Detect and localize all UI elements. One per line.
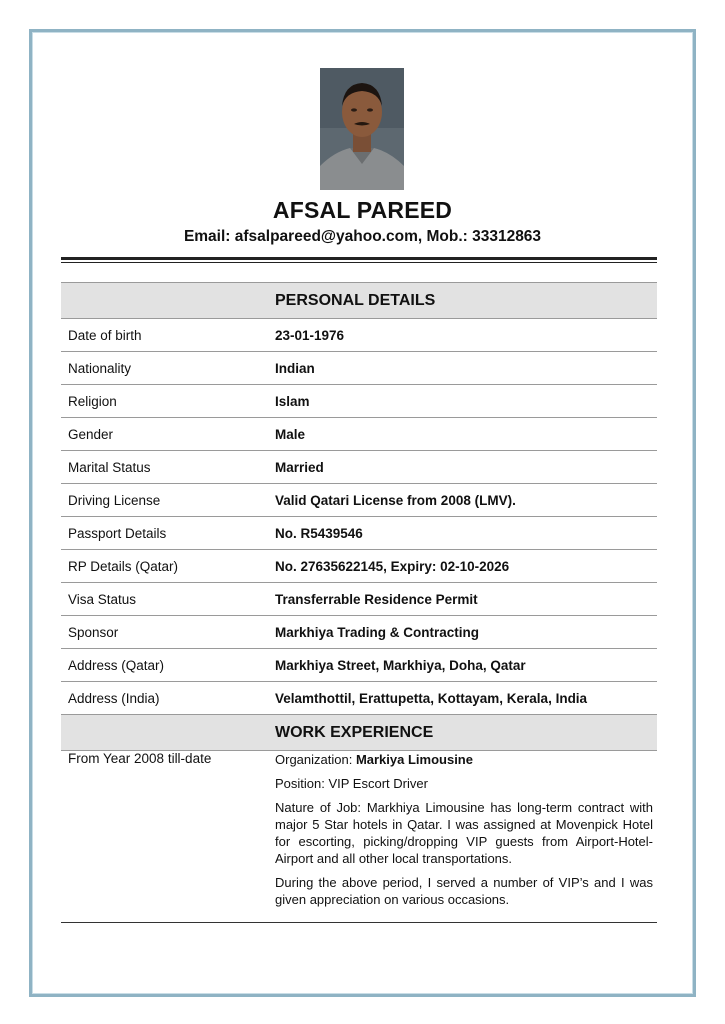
detail-value: Islam	[268, 385, 657, 418]
personal-detail-row	[61, 616, 657, 649]
organization-name: Markiya Limousine	[355, 752, 473, 767]
work-note: During the above period, I served a number of VIP’s and I was given appreciation on various occasions.	[275, 875, 653, 907]
detail-label: Date of birth	[61, 319, 268, 352]
profile-photo-image	[320, 68, 404, 190]
detail-value: Indian	[268, 352, 657, 385]
detail-value: Married	[268, 451, 657, 484]
detail-label: Address (Qatar)	[61, 649, 268, 682]
personal-detail-row	[61, 418, 657, 451]
profile-photo	[320, 68, 404, 190]
personal-detail-row	[61, 385, 657, 418]
personal-details-header	[61, 283, 657, 319]
section-title: WORK EXPERIENCE	[268, 715, 657, 751]
detail-value: Markhiya Trading & Contracting	[268, 616, 657, 649]
personal-detail-row	[61, 682, 657, 715]
detail-value: 23-01-1976	[268, 319, 657, 352]
detail-label: Religion	[61, 385, 268, 418]
detail-value: No. 27635622145, Expiry: 02-10-2026	[268, 550, 657, 583]
personal-detail-row	[61, 484, 657, 517]
work-entry	[61, 751, 657, 923]
detail-label: Address (India)	[61, 682, 268, 715]
work-experience-header	[61, 715, 657, 751]
detail-value: Velamthottil, Erattupetta, Kottayam, Kerala, India	[268, 682, 657, 715]
detail-label: Marital Status	[61, 451, 268, 484]
personal-detail-row	[61, 583, 657, 616]
cv-table	[61, 282, 657, 923]
section-title: PERSONAL DETAILS	[268, 283, 657, 319]
detail-label: Passport Details	[61, 517, 268, 550]
detail-label: RP Details (Qatar)	[61, 550, 268, 583]
work-position: Position: VIP Escort Driver	[275, 776, 428, 791]
detail-value: Transferrable Residence Permit	[268, 583, 657, 616]
detail-value: Markhiya Street, Markhiya, Doha, Qatar	[268, 649, 657, 682]
candidate-name: AFSAL PAREED	[272, 197, 453, 223]
contact-line: Email: afsalpareed@yahoo.com, Mob.: 33312863	[183, 228, 542, 245]
detail-value: Valid Qatari License from 2008 (LMV).	[268, 484, 657, 517]
personal-detail-row	[61, 352, 657, 385]
personal-detail-row	[61, 517, 657, 550]
personal-detail-row	[61, 550, 657, 583]
personal-detail-row	[61, 319, 657, 352]
detail-label: Nationality	[61, 352, 268, 385]
detail-label: Sponsor	[61, 616, 268, 649]
personal-detail-row	[61, 649, 657, 682]
detail-label: Visa Status	[61, 583, 268, 616]
work-organization: Organization: Markiya Limousine	[275, 752, 473, 767]
detail-label: Driving License	[61, 484, 268, 517]
header-divider-thin	[61, 262, 657, 263]
personal-detail-row	[61, 451, 657, 484]
header-divider	[61, 257, 657, 260]
detail-label: Gender	[61, 418, 268, 451]
work-period: From Year 2008 till-date	[61, 751, 268, 923]
detail-value: Male	[268, 418, 657, 451]
detail-value: No. R5439546	[268, 517, 657, 550]
work-details	[268, 751, 657, 923]
work-nature: Nature of Job: Markhiya Limousine has long-term contract with major 5 Star hotels in Qatar. I was assigned at Movenpick Hotel for escorting, picking/dropping VIP guests from Airport-Hotel-Airport and all other local transportations.	[275, 800, 653, 866]
